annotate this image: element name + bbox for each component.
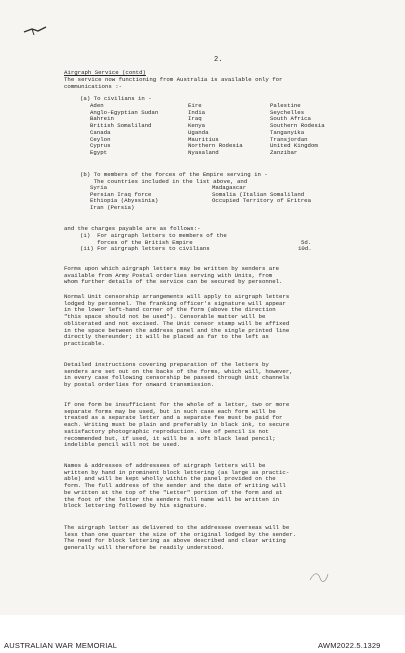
corner-mark [22, 24, 50, 38]
country-item: Iraq [188, 115, 202, 123]
country-item: Tanganyika [270, 128, 305, 136]
text-line: obliterated and not excised. The Unit censor stamp will be affixed [64, 319, 290, 327]
text-line: form. The full address of the sender and the date of writing will [64, 482, 286, 490]
text-line: whom further details of the service can be secured by personnel. [64, 278, 283, 286]
country-item: Anglo-Egyptian Sudan [90, 108, 159, 116]
paragraph-multiple-forms [64, 402, 289, 449]
country-item: Syria [90, 184, 108, 191]
country-item: Northern Rodesia [188, 142, 243, 150]
civilian-country-column-2 [188, 103, 243, 157]
country-item: Aden [90, 102, 104, 109]
country-item: Bahrein [90, 115, 114, 123]
section-heading: Airgraph Service (contd) [64, 69, 146, 76]
country-item: Ethiopia (Abyssinia) [90, 197, 159, 205]
charge-line: (i) For airgraph letters to members of the [80, 232, 227, 239]
text-line: practicable. [64, 339, 105, 347]
charge-line: (ii) For airgraph letters to civilians [80, 245, 210, 253]
country-item: Madagascar [212, 184, 247, 191]
text-line: The need for block lettering as above described and clear writing [64, 537, 286, 545]
country-item: Persian Iraq force [90, 190, 152, 198]
text-line: Detailed instructions covering preparation of the letters by [64, 361, 269, 368]
charge-price: 10d. [298, 245, 312, 253]
country-item: Canada [90, 128, 111, 136]
charge-line: forces of the British Empire [80, 238, 193, 246]
country-item: South Africa [270, 115, 311, 123]
country-item: Southern Rodesia [270, 122, 325, 130]
charges-intro: and the charges payable are as follows:- [64, 225, 201, 232]
text-line: by postal orderlies for onward transmission. [64, 381, 215, 389]
country-item: Uganda [188, 128, 209, 136]
text-line: able) and will be kept wholly within the panel provided on the [64, 475, 276, 483]
text-line: be written at the top of the "Letter" portion of the form and at [64, 488, 283, 496]
text-line: The airgraph letter as delivered to the addressee overseas will be [64, 524, 290, 531]
country-item: India [188, 108, 206, 116]
text-line: The countries included in the list above, and [80, 177, 248, 185]
page-number: 2. [214, 56, 223, 64]
intro-text [64, 77, 282, 90]
country-item: British Somaliland [90, 122, 152, 130]
paragraph-size [64, 525, 296, 552]
text-line: written by hand in prominent block lettering (as large as practic- [64, 468, 290, 476]
country-item: Iran (Persia) [90, 204, 135, 212]
text-line: lodged by personnel. The franking officer's signature will appear [64, 299, 286, 307]
country-item: Somalia (Italian Somaliland [212, 190, 305, 198]
paragraph-forms [64, 266, 282, 286]
civilian-country-column-1 [90, 103, 158, 157]
text-line: in the space between the address panel and the single printed line [64, 326, 290, 334]
text-line: available from Army Postal orderlies serving with Units, from [64, 271, 273, 279]
text-line: indelible pencil will not be used. [64, 441, 181, 449]
country-item: Mauritius [188, 135, 219, 143]
country-item: Palestine [270, 102, 301, 109]
country-item: Cyprus [90, 142, 111, 150]
country-item: Kenya [188, 122, 206, 130]
country-item: Seychelles [270, 108, 305, 116]
civilian-country-column-3 [270, 103, 325, 157]
pencil-mark [308, 568, 330, 584]
paragraph-censorship [64, 294, 289, 348]
text-line: generally will therefore be readily understood. [64, 544, 225, 552]
forces-country-column-2 [212, 185, 311, 205]
country-item: United Kingdom [270, 142, 318, 150]
forces-country-column-1 [90, 185, 158, 212]
text-line: each. Writing must be plain and preferably in black ink, to secure [64, 421, 290, 429]
text-line: recommended but, if used, it will be a soft black lead pencil; [64, 434, 276, 442]
text-line: (b) To members of the forces of the Empire serving in - [80, 171, 268, 178]
text-line: Forms upon which airgraph letters may be written by senders are [64, 265, 280, 272]
country-item: Occupied Territory of Eritrea [212, 197, 311, 205]
archive-reference: AWM2022.5.1329 [318, 641, 381, 650]
text-line: treated as a separate letter and a separate fee must be paid for [64, 414, 283, 422]
country-item: Zanzibar [270, 148, 298, 156]
text-line: directly thereunder; it will be placed as far to the left as [64, 333, 269, 341]
text-line: "this space should not be used"). Censorable matter will be [64, 313, 266, 321]
text-line: The service now functioning from Australia is available only for [64, 76, 283, 83]
text-line: Names & addresses of addressees of airgraph letters will be [64, 462, 266, 469]
paragraph-instructions [64, 362, 293, 389]
country-item: Nyasaland [188, 148, 219, 156]
text-line: the foot of the letter the senders full name will be written in [64, 495, 280, 503]
text-line: communications :- [64, 82, 123, 90]
text-line: senders are set out on the backs of the forms, which will, however, [64, 367, 293, 375]
archive-footer [0, 615, 405, 653]
institution-name: AUSTRALIAN WAR MEMORIAL [4, 641, 118, 650]
text-line: Normal Unit censorship arrangements will apply to airgraph letters [64, 293, 290, 300]
text-line: separate forms may be used, but in such case each form will be [64, 407, 276, 415]
country-item: Egypt [90, 148, 108, 156]
text-line: in every case following censorship be passed through Unit channels [64, 374, 290, 382]
charges-list [80, 232, 312, 253]
text-line: block lettering followed by his signature. [64, 502, 208, 510]
section-a-label: (a) To civilians in - [80, 95, 152, 102]
charge-price: 5d. [301, 238, 312, 246]
country-item: Ceylon [90, 135, 111, 143]
country-item: Transjordan [270, 135, 308, 143]
paragraph-addresses [64, 463, 289, 510]
text-line: satisfactory photographic reproduction. Use of pencil is not [64, 427, 269, 435]
country-item: Eire [188, 102, 202, 109]
text-line: in the lower left-hand corner of the form (above the direction [64, 306, 276, 314]
text-line: less than one quarter the size of the original lodged by the sender. [64, 530, 297, 538]
text-line: If one form be insufficient for the whole of a letter, two or more [64, 401, 290, 408]
